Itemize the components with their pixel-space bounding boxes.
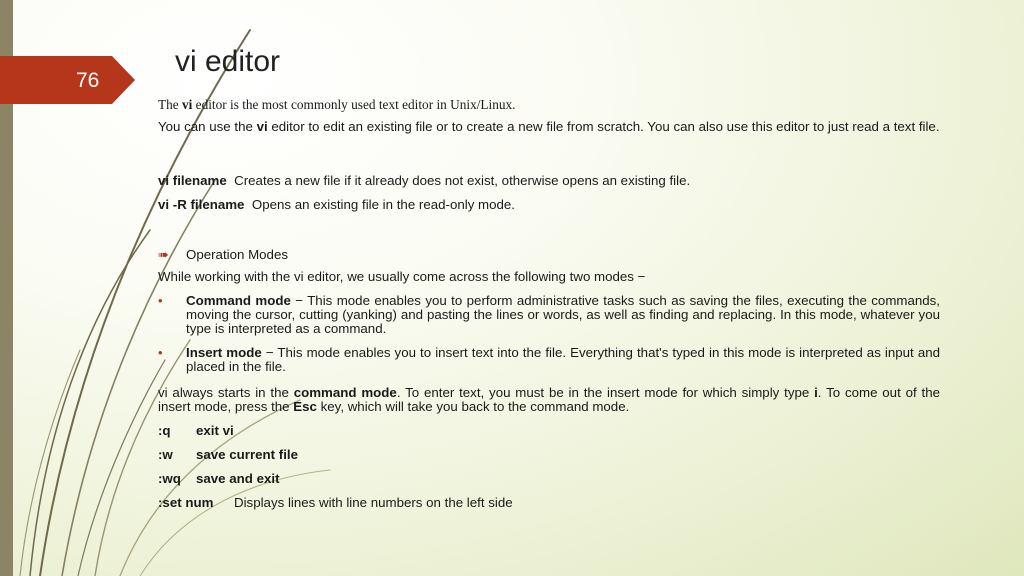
start-bold: i — [814, 385, 818, 400]
intro-paragraph — [158, 120, 940, 134]
slide-title: vi editor — [175, 45, 281, 78]
usage-line — [158, 174, 940, 188]
usage-command: vi filename — [158, 173, 227, 188]
mode-item — [158, 346, 940, 374]
start-mode-paragraph — [158, 386, 940, 414]
bullet-dot-icon: • — [158, 293, 163, 308]
usage-description: Creates a new file if it already does not exist, otherwise opens an existing file. — [234, 173, 691, 188]
start-text: vi always starts in the — [158, 385, 294, 400]
start-text: . To come out of the insert mode, press the — [158, 385, 940, 414]
arrow-bullet-icon: ➠ — [158, 247, 169, 262]
intro-para-text-end: editor to edit an existing file or to create a new file from scratch. You can also use this editor to just read a text file. — [267, 119, 940, 134]
start-bold: Esc — [293, 399, 317, 414]
command-line — [158, 496, 940, 510]
intro-serif-line — [158, 98, 940, 112]
modes-heading-text: Operation Modes — [186, 247, 288, 262]
mode-item — [158, 294, 940, 336]
command-desc: exit vi — [196, 423, 234, 438]
command-desc: Displays lines with line numbers on the left side — [234, 495, 513, 510]
mode-name: Insert mode — [186, 345, 262, 360]
operation-modes-heading — [158, 248, 940, 262]
start-bold: command mode — [293, 385, 397, 400]
page-number: 76 — [76, 69, 100, 92]
start-text: key, which will take you back to the command mode. — [316, 399, 630, 414]
slide-content — [158, 98, 940, 510]
intro-para-text: You can use the — [158, 119, 257, 134]
command-key: :wq — [158, 471, 181, 486]
start-text: . To enter text, you must be in the insert mode for which simply type — [396, 385, 815, 400]
usage-description: Opens an existing file in the read-only mode. — [251, 197, 515, 212]
command-line — [158, 424, 940, 438]
command-desc: save and exit — [196, 471, 280, 486]
bullet-dot-icon: • — [158, 345, 163, 360]
usage-command: vi -R filename — [158, 197, 245, 212]
intro-para-bold: vi — [256, 119, 268, 134]
mode-name: Command mode — [186, 293, 291, 308]
command-line — [158, 448, 940, 462]
command-line — [158, 472, 940, 486]
command-key: :q — [158, 423, 171, 438]
command-key: :set num — [158, 495, 214, 510]
intro-serif-text-end: editor is the most commonly used text editor in Unix/Linux. — [192, 97, 516, 112]
modes-intro: While working with the vi editor, we usually come across the following two modes − — [158, 269, 646, 284]
intro-serif-bold: vi — [182, 97, 193, 112]
intro-serif-text: The — [158, 97, 182, 112]
command-desc: save current file — [196, 447, 298, 462]
usage-line — [158, 198, 940, 212]
mode-text: − This mode enables you to perform administrative tasks such as saving the files, executing the commands, moving the cursor, cutting (yanking) and pasting the lines or words, as well as finding and replacing. In this mode, whatever you type is interpreted as a command. — [186, 293, 940, 336]
mode-text: − This mode enables you to insert text into the file. Everything that's typed in this mode is interpreted as input and placed in the file. — [186, 345, 940, 374]
command-key: :w — [158, 447, 173, 462]
page-number-flag — [0, 56, 135, 104]
